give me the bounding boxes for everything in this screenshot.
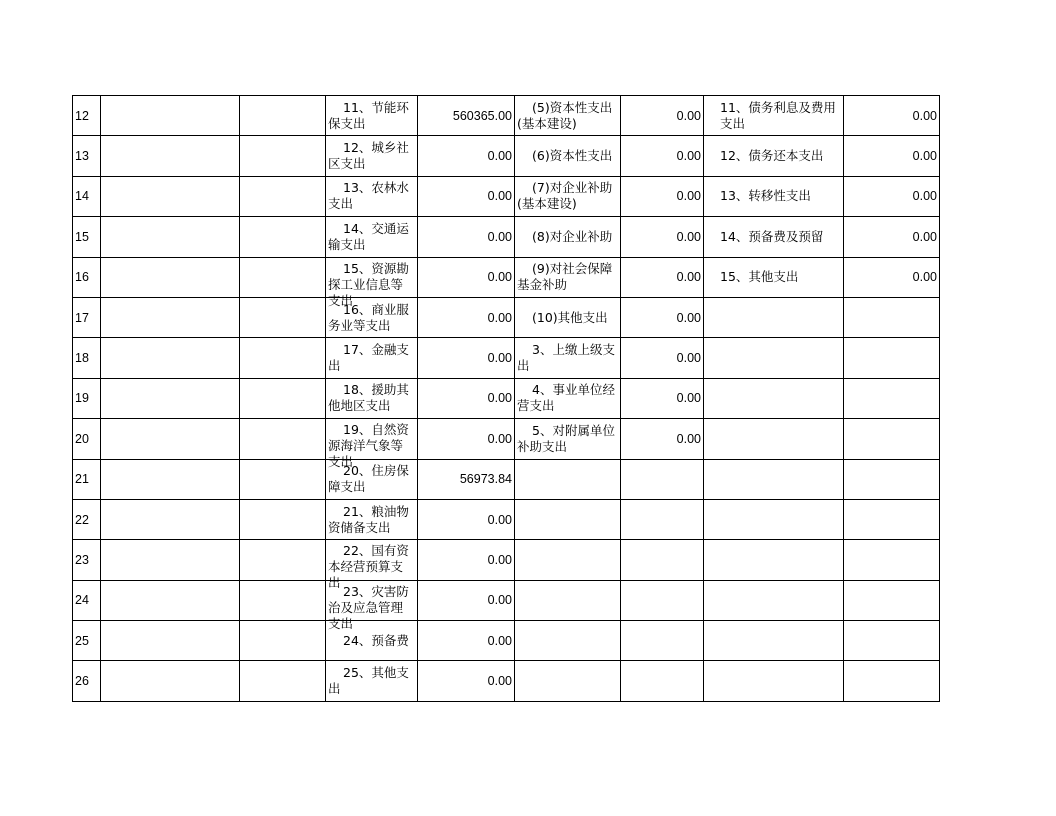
expense-amount-cell: 0.00 [418,217,515,257]
expense-amount-cell: 56973.84 [418,459,515,499]
cell-text: 12、城乡社区支出 [328,140,409,172]
expense-amount-cell: 0.00 [418,621,515,661]
other-item-cell [704,621,844,661]
economic-amount-cell: 0.00 [621,217,704,257]
other-item-cell [704,499,844,539]
economic-item-cell [515,499,621,539]
cell-text: (9)对社会保障基金补助 [517,261,613,293]
table-row [73,257,940,297]
economic-item-cell [515,378,621,418]
row-number-cell: 26 [73,661,101,701]
row-number-cell: 19 [73,378,101,418]
cell-text: 11、债务利息及费用支出 [720,99,836,131]
expense-amount-cell: 0.00 [418,297,515,337]
row-number-cell: 20 [73,419,101,459]
expense-item-cell [326,499,418,539]
other-amount-cell [844,540,940,580]
economic-amount-cell: 0.00 [621,378,704,418]
blank-cell [240,338,326,378]
row-number-cell: 25 [73,621,101,661]
cell-text: 3、上缴上级支出 [517,342,615,374]
table-row [73,338,940,378]
expense-amount-cell: 0.00 [418,176,515,216]
blank-cell [240,257,326,297]
economic-item-cell [515,540,621,580]
other-item-cell [704,540,844,580]
blank-cell [101,459,240,499]
other-item-cell [704,257,844,297]
economic-amount-cell: 0.00 [621,136,704,176]
blank-cell [101,378,240,418]
economic-amount-cell [621,540,704,580]
economic-amount-cell: 0.00 [621,257,704,297]
expense-amount-cell: 0.00 [418,378,515,418]
cell-text: 25、其他支出 [328,665,409,697]
expense-amount-cell: 0.00 [418,257,515,297]
table-row [73,459,940,499]
cell-text: 24、预备费 [343,632,409,648]
row-number-cell: 21 [73,459,101,499]
other-item-cell [704,459,844,499]
expense-amount-cell: 0.00 [418,580,515,620]
row-number-cell: 12 [73,96,101,136]
expense-item-cell [326,136,418,176]
expense-amount-cell: 0.00 [418,540,515,580]
blank-cell [240,136,326,176]
blank-cell [240,499,326,539]
economic-item-cell [515,459,621,499]
other-amount-cell [844,378,940,418]
economic-item-cell [515,217,621,257]
economic-amount-cell: 0.00 [621,176,704,216]
economic-item-cell [515,580,621,620]
cell-text: (8)对企业补助 [532,228,613,244]
expense-item-cell [326,338,418,378]
blank-cell [240,661,326,701]
blank-cell [240,621,326,661]
row-number-cell: 18 [73,338,101,378]
other-item-cell [704,96,844,136]
economic-amount-cell [621,499,704,539]
economic-amount-cell [621,580,704,620]
blank-cell [101,136,240,176]
blank-cell [101,580,240,620]
expense-item-cell [326,257,418,308]
economic-item-cell [515,136,621,176]
blank-cell [101,297,240,337]
blank-cell [240,540,326,580]
other-amount-cell [844,499,940,539]
blank-cell [240,580,326,620]
blank-cell [101,257,240,297]
blank-cell [101,96,240,136]
economic-item-cell [515,96,621,136]
cell-text: 22、国有资本经营预算支出 [328,543,409,591]
table-row [73,176,940,216]
table-row [73,136,940,176]
economic-item-cell [515,621,621,661]
expense-amount-cell: 0.00 [418,419,515,459]
other-item-cell [704,580,844,620]
cell-text: 14、预备费及预留 [720,228,824,244]
other-amount-cell: 0.00 [844,96,940,136]
cell-text: 21、粮油物资储备支出 [328,503,409,535]
table-row [73,217,940,257]
row-number-cell: 24 [73,580,101,620]
cell-text: 12、债务还本支出 [720,148,824,164]
cell-text: (6)资本性支出 [532,148,613,164]
cell-text: 18、援助其他地区支出 [328,382,409,414]
row-number-cell: 13 [73,136,101,176]
blank-cell [101,661,240,701]
budget-table [72,95,940,702]
other-item-cell [704,176,844,216]
blank-cell [101,176,240,216]
table-row [73,378,940,418]
other-amount-cell [844,419,940,459]
blank-cell [101,499,240,539]
cell-text: 14、交通运输支出 [328,220,409,252]
expense-amount-cell: 0.00 [418,338,515,378]
economic-item-cell [515,176,621,216]
other-amount-cell: 0.00 [844,176,940,216]
expense-item-cell [326,378,418,418]
expense-amount-cell: 0.00 [418,136,515,176]
cell-text: (5)资本性支出(基本建设) [517,99,613,131]
economic-amount-cell: 0.00 [621,297,704,337]
cell-text: 5、对附属单位补助支出 [517,422,615,454]
blank-cell [240,176,326,216]
economic-amount-cell: 0.00 [621,96,704,136]
other-item-cell [704,419,844,459]
row-number-cell: 16 [73,257,101,297]
economic-amount-cell [621,661,704,701]
expense-item-cell [326,217,418,257]
cell-text: 16、商业服务业等支出 [328,301,409,333]
economic-item-cell [515,661,621,701]
other-amount-cell: 0.00 [844,136,940,176]
row-number-cell: 15 [73,217,101,257]
table-row [73,580,940,620]
row-number-cell: 14 [73,176,101,216]
other-item-cell [704,338,844,378]
expense-amount-cell: 0.00 [418,661,515,701]
economic-item-cell [515,257,621,297]
table-row [73,621,940,661]
expense-item-cell [326,540,418,591]
other-amount-cell [844,580,940,620]
expense-item-cell [326,96,418,136]
blank-cell [240,459,326,499]
other-item-cell [704,661,844,701]
expense-amount-cell: 560365.00 [418,96,515,136]
row-number-cell: 22 [73,499,101,539]
economic-amount-cell: 0.00 [621,338,704,378]
economic-item-cell [515,419,621,459]
economic-amount-cell [621,621,704,661]
blank-cell [240,96,326,136]
cell-text: 4、事业单位经营支出 [517,382,615,414]
cell-text: 23、灾害防治及应急管理支出 [328,583,409,631]
blank-cell [101,338,240,378]
other-item-cell [704,136,844,176]
blank-cell [240,217,326,257]
other-item-cell [704,217,844,257]
blank-cell [101,217,240,257]
other-amount-cell [844,297,940,337]
table-row [73,297,940,337]
cell-text: (10)其他支出 [532,309,608,325]
table-row [73,499,940,539]
cell-text: 17、金融支出 [328,342,409,374]
economic-amount-cell: 0.00 [621,419,704,459]
blank-cell [240,378,326,418]
row-number-cell: 17 [73,297,101,337]
cell-text: 15、其他支出 [720,269,799,285]
economic-amount-cell [621,459,704,499]
table-row [73,540,940,580]
other-amount-cell: 0.00 [844,257,940,297]
blank-cell [101,621,240,661]
other-item-cell [704,297,844,337]
expense-item-cell [326,419,418,470]
economic-item-cell [515,297,621,337]
other-amount-cell [844,459,940,499]
cell-text: 20、住房保障支出 [328,463,409,495]
blank-cell [240,297,326,337]
other-amount-cell [844,621,940,661]
blank-cell [101,540,240,580]
table-row [73,96,940,136]
blank-cell [240,419,326,459]
cell-text: 13、转移性支出 [720,188,811,204]
expense-amount-cell: 0.00 [418,499,515,539]
cell-text: 13、农林水支出 [328,180,409,212]
table-row [73,661,940,701]
expense-item-cell [326,661,418,701]
cell-text: 19、自然资源海洋气象等支出 [328,422,409,470]
table-row [73,419,940,459]
other-amount-cell [844,338,940,378]
cell-text: 11、节能环保支出 [328,99,409,131]
cell-text: (7)对企业补助(基本建设) [517,180,613,212]
expense-item-cell [326,176,418,216]
blank-cell [101,419,240,459]
other-item-cell [704,378,844,418]
economic-item-cell [515,338,621,378]
row-number-cell: 23 [73,540,101,580]
other-amount-cell: 0.00 [844,217,940,257]
other-amount-cell [844,661,940,701]
cell-text: 15、资源勘探工业信息等支出 [328,260,409,308]
